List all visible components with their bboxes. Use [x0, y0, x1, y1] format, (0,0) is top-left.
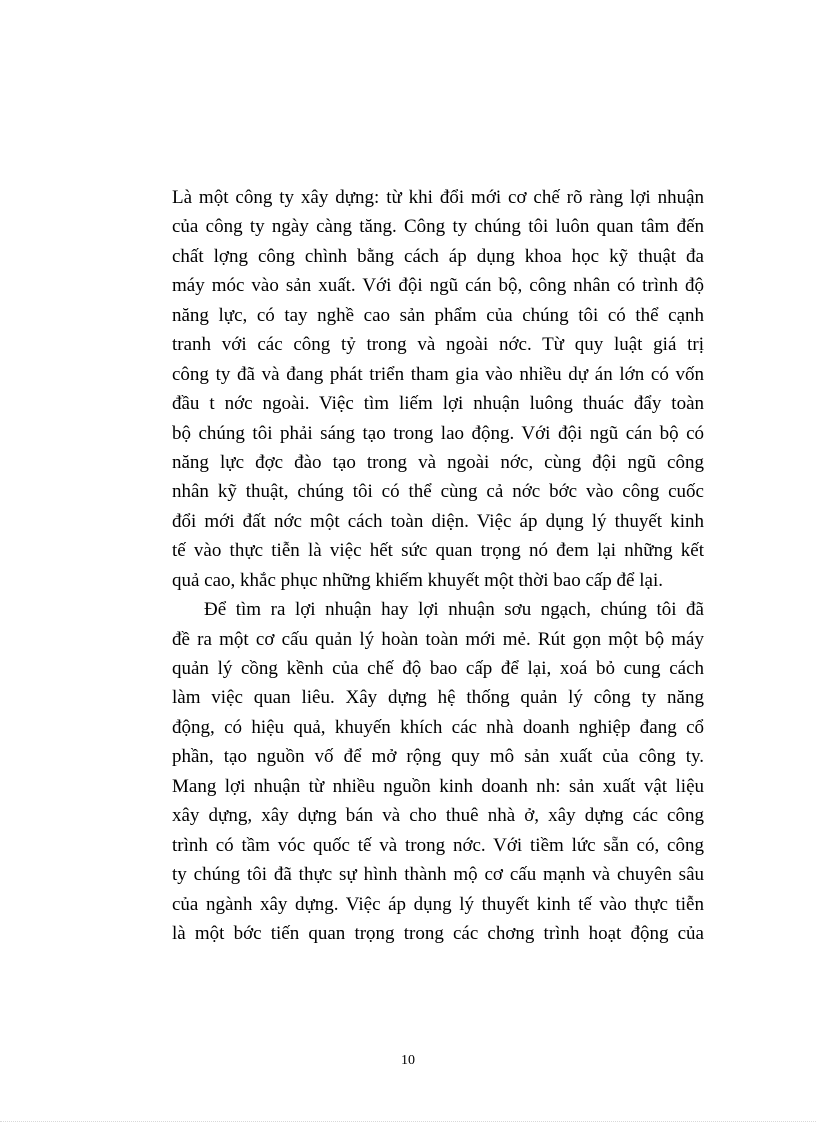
text-line: Để tìm ra lợi nhuận hay lợi nhuận sơu ngạch, chúng tôi đã — [204, 599, 704, 621]
text-line: đổi mới đất nớc một cách toàn diện. Việc áp dụng lý thuyết kinh — [172, 510, 704, 532]
page-number: 10 — [401, 1053, 415, 1068]
text-line: là một bớc tiến quan trọng trong các chơng trình hoạt động của — [172, 922, 704, 944]
text-line: chất lợng công chình bằng cách áp dụng khoa học kỹ thuật đa — [172, 245, 704, 267]
text-line: năng lực đợc đào tạo trong và ngoài nớc, cùng đội ngũ công — [172, 451, 704, 473]
text-line: phần, tạo nguồn vố để mở rộng quy mô sản xuất của công ty. — [172, 746, 704, 768]
text-line: máy móc vào sản xuất. Với đội ngũ cán bộ, công nhân có trình độ — [172, 275, 704, 297]
text-line: bộ chúng tôi phải sáng tạo trong lao động. Với đội ngũ cán bộ có — [172, 422, 704, 444]
text-line: năng lực, có tay nghề cao sản phẩm của chúng tôi có thể cạnh — [172, 304, 704, 326]
text-line: quản lý cồng kềnh của chế độ bao cấp để lại, xoá bỏ cung cách — [172, 658, 704, 679]
paragraph-1 — [172, 183, 704, 595]
text-line: trình có tầm vóc quốc tế và trong nớc. Với tiềm lức sẵn có, công — [172, 834, 704, 856]
text-line: của công ty ngày càng tăng. Công ty chúng tôi luôn quan tâm đến — [172, 216, 704, 238]
text-line: công ty đã và đang phát triển tham gia vào nhiều dự án lớn có vốn — [172, 363, 704, 385]
page-bottom-divider — [0, 1121, 816, 1122]
paragraph-2 — [172, 595, 704, 948]
text-line: xây dựng, xây dựng bán và cho thuê nhà ở, xây dựng các công — [172, 805, 704, 827]
body-text — [172, 183, 704, 948]
text-line: của ngành xây dựng. Việc áp dụng lý thuyết kinh tế vào thực tiễn — [172, 893, 704, 915]
text-line: tế vào thực tiễn là việc hết sức quan trọng nó đem lại những kết — [172, 540, 704, 562]
text-line: đầu t nớc ngoài. Việc tìm liếm lợi nhuận luông thuác đẩy toàn — [172, 393, 704, 415]
text-line: động, có hiệu quả, khuyến khích các nhà doanh nghiệp đang cổ — [172, 716, 704, 738]
text-line: ty chúng tôi đã thực sự hình thành mộ cơ cấu mạnh và chuyên sâu — [172, 864, 704, 886]
text-line: đề ra một cơ cấu quản lý hoàn toàn mới mẻ. Rút gọn một bộ máy — [172, 628, 704, 650]
text-line: quả cao, khắc phục những khiếm khuyết một thời bao cấp để lại. — [172, 569, 663, 591]
text-line: nhân kỹ thuật, chúng tôi có thể cùng cả nớc bớc vào công cuốc — [172, 481, 704, 503]
text-line: làm việc quan liêu. Xây dựng hệ thống quản lý công ty năng — [172, 687, 704, 709]
text-line: Mang lợi nhuận từ nhiều nguồn kinh doanh nh: sản xuất vật liệu — [172, 775, 704, 797]
text-line: tranh với các công tỷ trong và ngoài nớc. Từ quy luật giá trị — [172, 334, 704, 356]
text-line: Là một công ty xây dựng: từ khi đổi mới cơ chế rõ ràng lợi nhuận — [172, 187, 704, 208]
